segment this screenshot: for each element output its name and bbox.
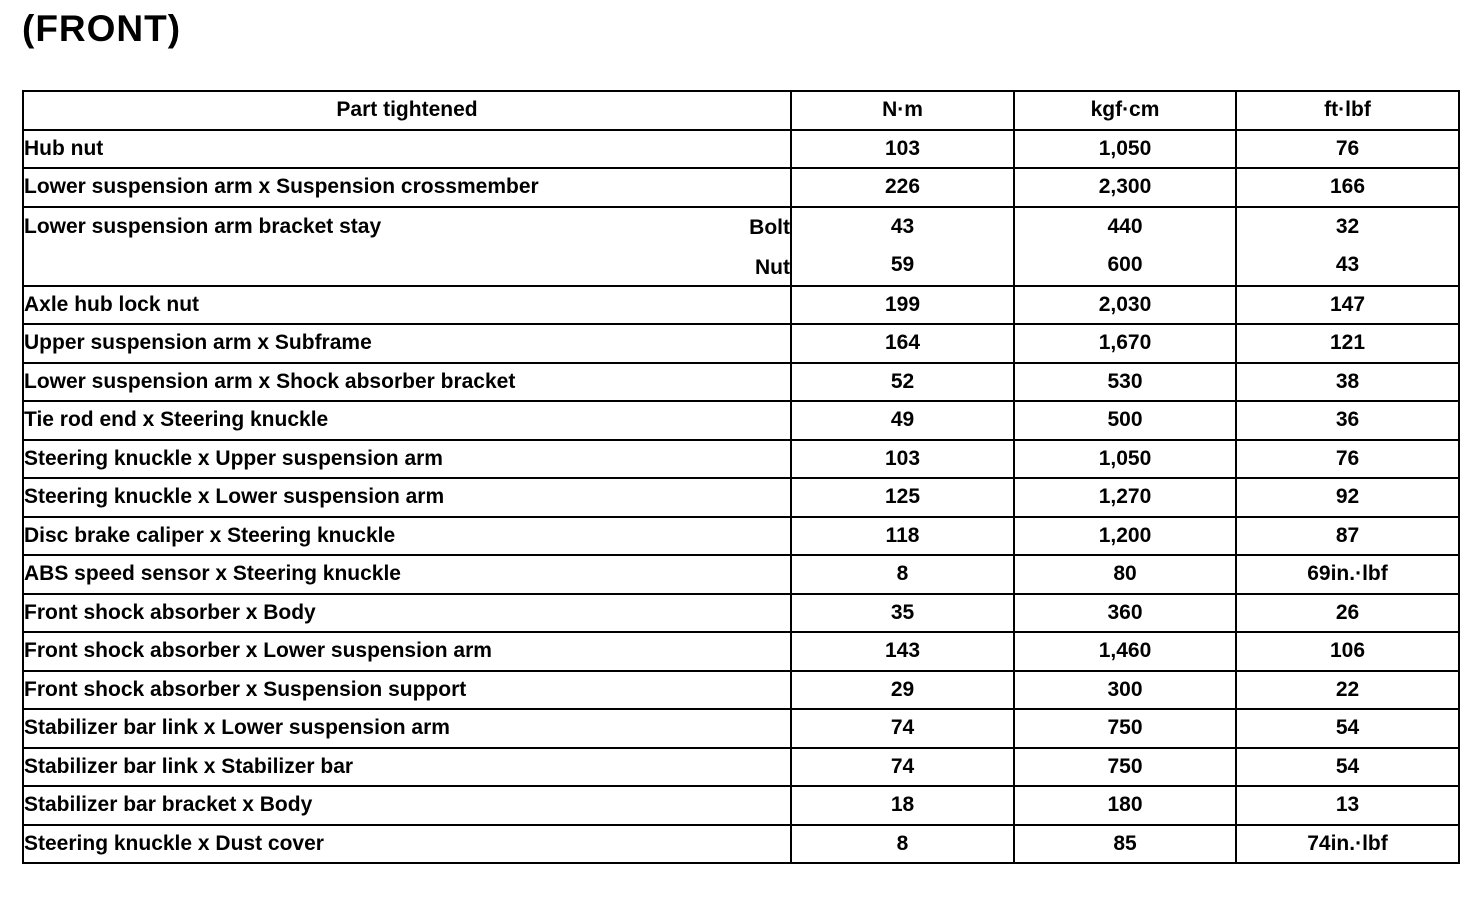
nm-cell: 199 [791,286,1014,325]
ft-cell: 38 [1236,363,1459,402]
part-cell: Tie rod end x Steering knuckle [23,401,791,440]
table-row [23,786,1459,825]
nm-cell: 8 [791,555,1014,594]
table-row [23,440,1459,479]
ft-cell: 76 [1236,130,1459,169]
nm-cell: 103 [791,130,1014,169]
part-cell: Front shock absorber x Suspension support [23,671,791,710]
part-cell: Stabilizer bar bracket x Body [23,786,791,825]
sub-label-nut: Nut [755,255,790,279]
ft-cell: 147 [1236,286,1459,325]
kgf-cell: 1,670 [1014,324,1236,363]
page-title: (FRONT) [22,8,182,49]
table-row [23,709,1459,748]
nm-cell: 164 [791,324,1014,363]
table-row [23,401,1459,440]
kgf-cell: 1,270 [1014,478,1236,517]
ft-cell: 74in.·lbf [1236,825,1459,864]
table-row [23,555,1459,594]
header-kgf-cm: kgf·cm [1014,91,1236,130]
part-cell: ABS speed sensor x Steering knuckle [23,555,791,594]
kgf-cell: 750 [1014,748,1236,787]
sub-label-bolt: Bolt [749,215,790,239]
ft-cell: 69in.·lbf [1236,555,1459,594]
part-cell: Axle hub lock nut [23,286,791,325]
kgf-cell: 360 [1014,594,1236,633]
nm-cell: 43 [791,207,1014,247]
ft-cell: 13 [1236,786,1459,825]
kgf-cell: 2,030 [1014,286,1236,325]
part-cell: Steering knuckle x Lower suspension arm [23,478,791,517]
table-row [23,748,1459,787]
ft-cell: 92 [1236,478,1459,517]
part-cell: Front shock absorber x Lower suspension arm [23,632,791,671]
table-row [23,671,1459,710]
nm-cell: 29 [791,671,1014,710]
part-cell: Hub nut [23,130,791,169]
header-part-tightened: Part tightened [23,91,791,130]
nm-cell: 74 [791,709,1014,748]
nm-cell: 74 [791,748,1014,787]
nm-cell: 35 [791,594,1014,633]
table-row [23,207,1459,247]
ft-cell: 54 [1236,709,1459,748]
kgf-cell: 1,050 [1014,440,1236,479]
nm-cell: 8 [791,825,1014,864]
kgf-cell: 80 [1014,555,1236,594]
kgf-cell: 530 [1014,363,1236,402]
kgf-cell: 1,460 [1014,632,1236,671]
table-header-row [23,91,1459,130]
kgf-cell: 440 [1014,207,1236,247]
ft-cell: 26 [1236,594,1459,633]
header-nm: N·m [791,91,1014,130]
part-cell: Lower suspension arm x Suspension crossmember [23,168,791,207]
kgf-cell: 750 [1014,709,1236,748]
nm-cell: 52 [791,363,1014,402]
nm-cell: 103 [791,440,1014,479]
part-cell: Stabilizer bar link x Lower suspension arm [23,709,791,748]
table-row [23,594,1459,633]
part-cell: Steering knuckle x Upper suspension arm [23,440,791,479]
table-row [23,825,1459,864]
ft-cell: 32 [1236,207,1459,247]
torque-spec-table [22,90,1460,864]
nm-cell: 226 [791,168,1014,207]
table-row [23,517,1459,556]
kgf-cell: 300 [1014,671,1236,710]
nm-cell: 18 [791,786,1014,825]
ft-cell: 22 [1236,671,1459,710]
table-row [23,286,1459,325]
nm-cell: 59 [791,246,1014,286]
part-cell: Steering knuckle x Dust cover [23,825,791,864]
table-row [23,632,1459,671]
nm-cell: 125 [791,478,1014,517]
kgf-cell: 1,050 [1014,130,1236,169]
table-row [23,130,1459,169]
part-cell: Upper suspension arm x Subframe [23,324,791,363]
part-cell: Disc brake caliper x Steering knuckle [23,517,791,556]
header-ft-lbf: ft·lbf [1236,91,1459,130]
table-row [23,478,1459,517]
ft-cell: 43 [1236,246,1459,286]
table-row [23,363,1459,402]
ft-cell: 87 [1236,517,1459,556]
ft-cell: 54 [1236,748,1459,787]
part-cell: Stabilizer bar link x Stabilizer bar [23,748,791,787]
part-cell: Front shock absorber x Body [23,594,791,633]
nm-cell: 118 [791,517,1014,556]
kgf-cell: 500 [1014,401,1236,440]
ft-cell: 166 [1236,168,1459,207]
part-name: Lower suspension arm bracket stay [24,214,382,238]
ft-cell: 36 [1236,401,1459,440]
kgf-cell: 600 [1014,246,1236,286]
kgf-cell: 85 [1014,825,1236,864]
kgf-cell: 2,300 [1014,168,1236,207]
table-row [23,168,1459,207]
part-cell-split [23,207,791,286]
nm-cell: 143 [791,632,1014,671]
table-row [23,324,1459,363]
kgf-cell: 1,200 [1014,517,1236,556]
part-cell: Lower suspension arm x Shock absorber bracket [23,363,791,402]
ft-cell: 121 [1236,324,1459,363]
nm-cell: 49 [791,401,1014,440]
kgf-cell: 180 [1014,786,1236,825]
ft-cell: 76 [1236,440,1459,479]
ft-cell: 106 [1236,632,1459,671]
